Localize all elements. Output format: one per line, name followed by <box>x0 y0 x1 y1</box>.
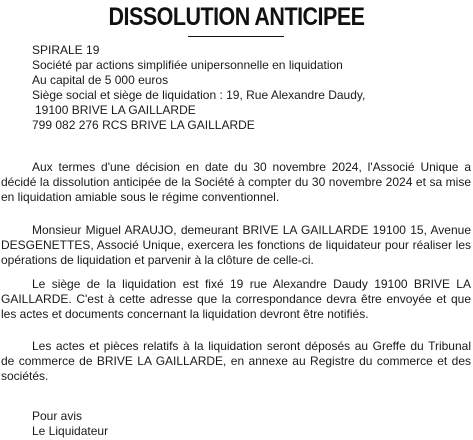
company-city: 19100 BRIVE LA GAILLARDE <box>35 103 196 117</box>
company-capital: Au capital de 5 000 euros <box>32 73 169 87</box>
signature-block <box>32 409 108 439</box>
paragraph-decision: Aux termes d'une décision en date du 30 novembre 2024, l'Associé Unique a décidé la dissolution anticipée de la Société à compter du 30 novembre 2024 et sa mise en liquidation amiable sous le régime conventionnel. <box>1 160 471 204</box>
title-underline <box>188 36 284 37</box>
paragraph-liquidator: Monsieur Miguel ARAUJO, demeurant BRIVE LA GAILLARDE 19100 15, Avenue DESGENETTES, Associé Unique, exercera les fonctions de liquidateur pour réaliser les opérations de liquidation et parvenir à la clôture de celle-ci. <box>1 223 471 267</box>
company-legal-form: Société par actions simplifiée unipersonnelle en liquidation <box>32 58 343 72</box>
paragraph-liquidation-seat: Le siège de la liquidation est fixé 19 rue Alexandre Daudy 19100 BRIVE LA GAILLARDE. C'est à cette adresse que la correspondance devra être envoyée et que les actes et documents concernant la liquidation devront être notifiés. <box>1 277 471 321</box>
closing-liquidator: Le Liquidateur <box>32 424 109 438</box>
closing-pour-avis: Pour avis <box>32 409 83 423</box>
company-seat: Siège social et siège de liquidation : 19, Rue Alexandre Daudy, <box>32 88 366 102</box>
company-header <box>32 43 365 133</box>
company-rcs: 799 082 276 RCS BRIVE LA GAILLARDE <box>32 118 255 132</box>
company-name: SPIRALE 19 <box>32 43 100 57</box>
notice-title: DISSOLUTION ANTICIPEE <box>108 3 365 31</box>
paragraph-filing: Les actes et pièces relatifs à la liquidation seront déposés au Greffe du Tribunal de commerce de BRIVE LA GAILLARDE, en annexe au Registre du commerce et des sociétés. <box>1 339 471 383</box>
